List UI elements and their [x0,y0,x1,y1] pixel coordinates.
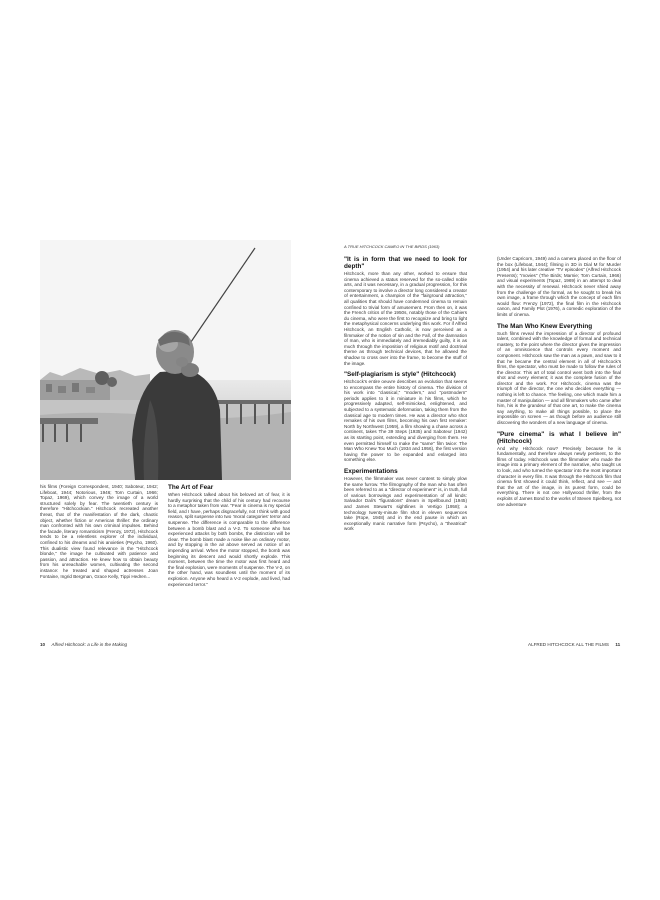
heading-man-who-knew-everything: The Man Who Knew Everything [497,322,593,330]
photo-illustration [40,240,291,480]
page-number-right: 11 [615,642,621,647]
heading-form-depth: "It is in form that we need to look for depth" [344,256,467,270]
column-right-2-paragraph-3: And why Hitchcock now? Precisely because he is fundamentally, and therefore always newly pertinent, to the films of today. Hitchcock was the filmmaker who made the image into a primary element of the narrative, who taught us to look, and who turned the spectator into the most important character in every film. It was through the Hitchcock film that cinema first showed it could think, reflect, and see — and that the art of the image, in its purest form, could be everything. There is not one Hollywood thriller, from the exploits of James Bond to the works of Steven Spielberg, not one adventure [497,445,621,507]
column-right-1-paragraph-3: However, the filmmaker was never content to simply plow the same furrow. The filmography of the man who has often been referred to as a "director of experiment" is, in truth, full of various borrowings and experimentation of all kinds: Salvador Dali's "figurations" dream in Spellbound (1945) and James Stewart's sightlines in Vertigo (1958); a technology twenty-minute film shot in eleven sequences take (Rope, 1948) and in the end pause in which an exceptionally manic narrative form (Psycho), a "theatrical" work [344,476,467,532]
heading-experimentations: Experimentations [344,468,398,475]
column-right-2-paragraph-1: (Under Capricorn, 1949) and a camera placed on the floor of the box (Lifeboat, 1944); filming in 3D in Dial M for Murder (1954) and his later creative "TV episodes" (Alfred Hitchcock Presents); "movies" (The Birds; Marnie; Torn Curtain, 1966) and visual experiments (Topaz, 1969) in an attempt to deal with the necessity of renewal. Hitchcock never shied away from the challenge of the formal, as he sought to break his own image, a frame through which the concept of each film would flow: Frenzy (1972), the final film in the Hitchcock canon, and Family Plot (1976), a comedic exploration of the limits of cinema. [497,256,621,317]
column-right-2-paragraph-2: Such films reveal the impression of a director of profound talent, combined with the knowledge of formal and technical mastery, to the point where the director gives the impression of an omniscience that controls every moment and component. Hitchcock saw the man as a pawn, and saw to it that he became the central element in all of Hitchcock's films, the spectator, who must be made to follow the rules of the director. This art of total control went both into the final shot and every element; it was the complete fusion of the director and the work. For Hitchcock, cinema was the triumph of the director, the one who decides everything — nothing is left to chance. The feeling, one which made him a master of manipulation — and all filmmakers who came after him, his is the grandeur of that one art, to make the cinema say anything, to make all things possible, to place the impossible on screen — as though before an audience still discovering the wonders of a new language of cinema. [497,330,621,426]
column-left-2-paragraph: When Hitchcock talked about his beloved art of fear, it is hardly surprising that the child of his century had recourse to a metaphor taken from war. "Fear in cinema is my special field, and I have, perhaps disgracefully, not I think with good reason, split suspense into two 'moral categories' terror and suspense. The difference is comparable to the difference between a bomb blast and a V-2. To someone who has experienced attacks by both bombs, the distinction will be clear. The bomb blast made a noise like an ordinary motor, and by stopping in the air above served as notice of an impending arrival. When the motor stopped, the bomb was beginning its descent and would shortly explode. This moment, between the time the motor was first heard and the final explosion, were moments of suspense. The V-2, on the other hand, was soundless until the moment of its explosion. Anyone who heard a V-2 explode, and lived, had experienced terror." [168,492,290,587]
column-right-2 [497,256,621,640]
folio-right [528,642,620,647]
column-left-1-paragraph: his films (Foreign Correspondent, 1940; Saboteur, 1942; Lifeboat, 1944; Notorious, 1946; Torn Curtain, 1966; Topaz, 1969), which convey the image of a world structured solely by fear. The twentieth century is therefore "Hitchcockian." Hitchcock recreated another threat, that of the manifestation of the dark, chaotic object, whether fiction or American thriller: the ordinary man confronted with his own criminal impulses. Behind the facade, literary romanticism (Frenzy, 1972), Hitchcock tends to be a relentless explorer of the individual, confined to his dreams and his anxieties (Psycho, 1960). This dualistic view found relevance in the "Hitchcock blonde," the image he cultivated with patience and passion, and attraction. He knew how to obtain beauty from his unreachable women, cultivating the second instance: he treated and shaped actresses Joan Fontaine, Ingrid Bergman, Grace Kelly, Tippi Hedren... [40,484,158,579]
heading-pure-cinema: "Pure cinema" is what I believe in" (Hitchcock) [497,430,621,445]
heading-self-plagiarism: "Self-plagiarism is style" (Hitchcock) [344,371,456,379]
column-right-1-paragraph-2: Hitchcock's entire oeuvre describes an evolution that seems to encompass the entire history of cinema. The division of his work into "classical," "modern," and "postmodern" periods applies to it in miniature in his films, which he progressively adapted, self-mimicked, enlightened, and subjected to a systematic deformation, taking them from the classical age to modern times. He was a director who shot remakes of his own films, becoming his own first remaker: North by Northwest (1959), a film showing a chase across a continent, takes The 39 Steps (1935) and Saboteur (1942) as its starting point, extending and diverging from them. He even permitted himself to make the "same" film twice: The Man Who Knew Too Much (1934 and 1956), the first version having the power to be expanded and enlarged into something else. [344,379,467,463]
photo-caption: A TRUE HITCHCOCK CAMEO IN THE BIRDS (1963) [344,244,440,249]
column-right-1-paragraph-1: Hitchcock, more than any other, worked to ensure that cinema achieved a status reserved for the so-called noble arts, and it was necessary, in a gradual progression, for this contemporary to involve a director long considered a creator of entertainment, a champion of the "fairground attraction," all qualities that should have condemned cinema to remain confined to trivial form of amusement. From then on, it was the French critics of the 1950s, notably those of the Cahiers du cinema, who were the first to recognize and bring to light the metaphysical concerns underlying this work. For if Alfred Hitchcock, an English Catholic, is now perceived as a filmmaker of the notion of sin and the Fall, of the damnation of man, who is immediately and irremediably guilty, it is as much through the imposition of religious motif and doctrinal theme as through technical devices, that he allowed the shadow to cross over into the frame, to become the stuff of the image. [344,271,467,366]
running-title-left: Alfred Hitchcock: a Life in the Making [51,642,128,647]
hitchcock-photo [40,240,291,480]
running-title-right: ALFRED HITCHCOCK ALL THE FILMS [528,642,609,647]
page-number-left: 10 [40,642,46,647]
column-left-2 [168,484,290,640]
folio-left [40,642,127,647]
column-left-1 [40,484,158,640]
heading-art-of-fear: The Art of Fear [168,484,214,491]
column-right-1 [344,256,467,640]
